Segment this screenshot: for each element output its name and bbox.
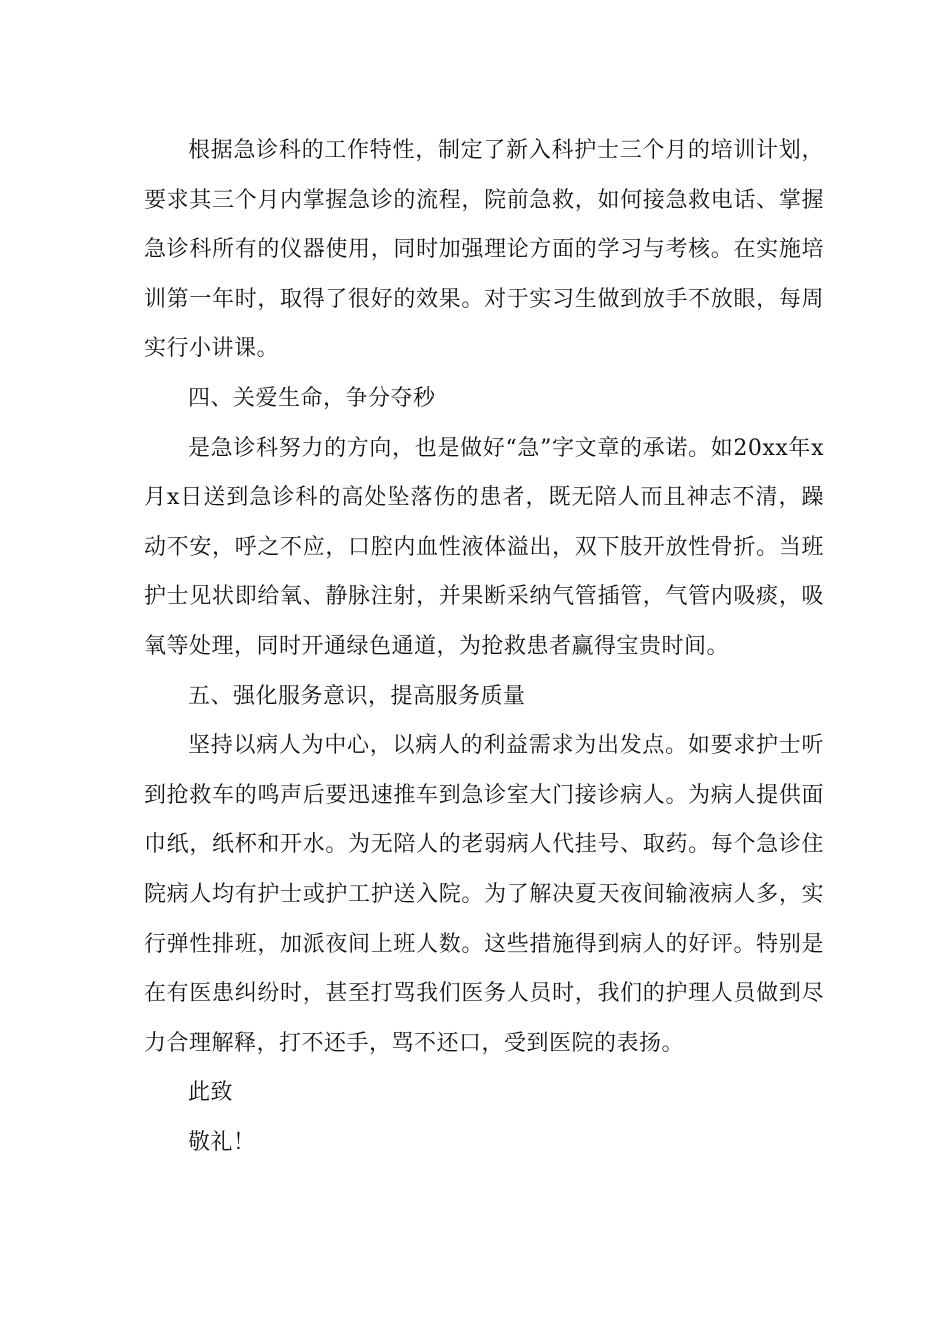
paragraph-emergency-care: 是急诊科努力的方向，也是做好“急”字文章的承诺。如20xx年x月x日送到急诊科的高处坠落伤的患者，既无陪人而且神志不清，躁动不安，呼之不应，口腔内血性液体溢出，双下肢开放性骨折。当班护士见状即给氧、静脉注射，并果断采纳气管插管，气管内吸痰，吸氧等处理，同时开通绿色通道，为抢救患者赢得宝贵时间。 (144, 435, 824, 659)
section-heading-5: 五、强化服务意识，提高服务质量 (188, 683, 526, 709)
document-page (144, 126, 824, 1167)
paragraph-training: 根据急诊科的工作特性，制定了新入科护士三个月的培训计划，要求其三个月内掌握急诊的流程，院前急救，如何接急救电话、掌握急诊科所有的仪器使用，同时加强理论方面的学习与考核。在实施培训第一年时，取得了很好的效果。对于实习生做到放手不放眼，每周实行小讲课。 (144, 138, 824, 362)
closing-salutation: 此致 (188, 1080, 234, 1106)
paragraph-service: 坚持以病人为中心，以病人的利益需求为出发点。如要求护士听到抢救车的鸣声后要迅速推车到急诊室大门接诊病人。为病人提供面巾纸，纸杯和开水。为无陪人的老弱病人代挂号、取药。每个急诊住院病人均有护士或护工护送入院。为了解决夏天夜间输液病人多，实行弹性排班，加派夜间上班人数。这些措施得到病人的好评。特别是在有医患纠纷时，甚至打骂我们医务人员时，我们的护理人员做到尽力合理解释，打不还手，骂不还口，受到医院的表扬。 (144, 733, 824, 1056)
closing-regards: 敬礼！ (188, 1129, 256, 1155)
section-heading-4: 四、关爱生命，争分夺秒 (188, 385, 436, 411)
